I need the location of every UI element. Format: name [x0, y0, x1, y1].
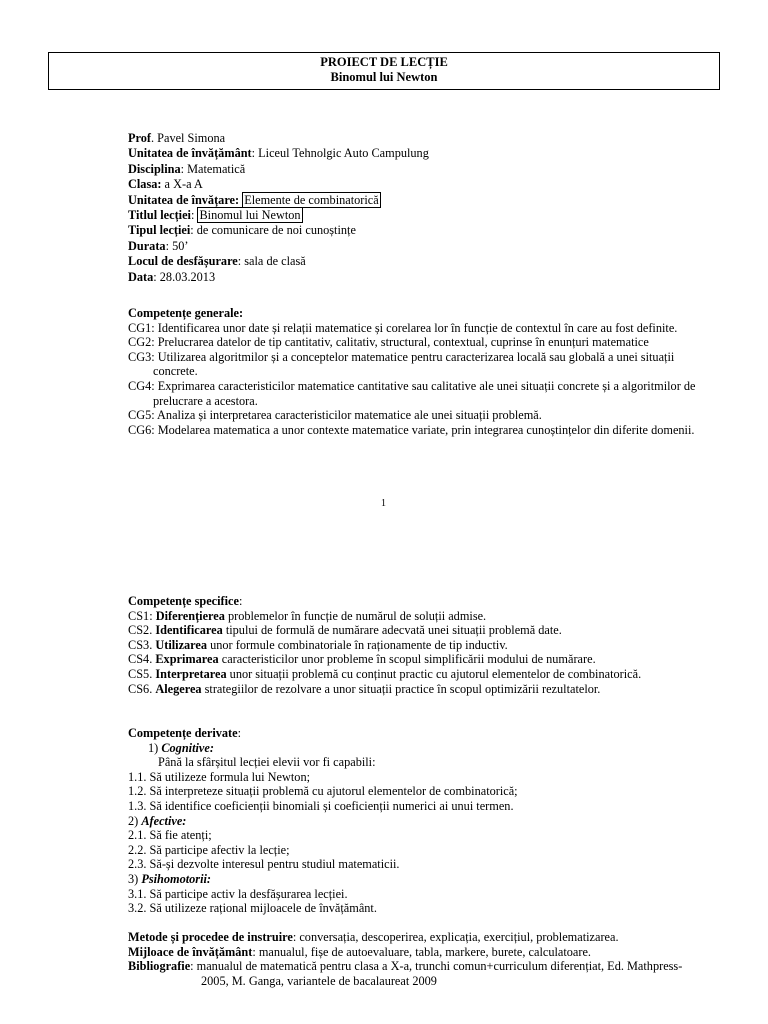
- general-competences: [128, 306, 713, 437]
- derived-heading: Competențe derivate:: [128, 726, 242, 740]
- methods-block: [128, 930, 728, 988]
- meta-unit: Unitatea de învățământ: Liceul Tehnolgic Auto Campulung: [128, 146, 429, 161]
- cognitive-heading: 1) Cognitive:: [148, 740, 214, 755]
- cs-item: CS5. Interpretarea unor situații problemă cu conținut practic cu ajutorul elementelor de combinatorică.: [128, 666, 642, 681]
- means-row: Mijloace de învățământ: manualul, fișe de autoevaluare, tabla, markere, burete, calculatoare.: [128, 944, 592, 959]
- objective-item: 2.2. Să participe afectiv la lecție;: [128, 842, 290, 857]
- lesson-title-box: Binomul lui Newton: [199, 208, 301, 223]
- cg-item: CG5: Analiza și interpretarea caracteristicilor matematice ale unei situații problemă.: [128, 408, 542, 423]
- meta-duration: Durata: 50’: [128, 238, 189, 253]
- objective-item: 2.1. Să fie atenți;: [128, 828, 212, 843]
- objective-item: 1.2. Să interpreteze situații problemă cu ajutorul elementelor de combinatorică;: [128, 784, 518, 799]
- cs-item: CS3. Utilizarea unor formule combinatoriale în raționamente de tip inductiv.: [128, 637, 508, 652]
- title-box: [48, 52, 720, 90]
- lesson-subtitle: Binomul lui Newton: [330, 69, 438, 84]
- cs-item: CS2. Identificarea tipului de formulă de numărare adecvată unei situații problemă date.: [128, 623, 562, 638]
- general-heading: Competențe generale:: [128, 306, 244, 320]
- meta-prof: Prof. Pavel Simona: [128, 131, 226, 145]
- cg-item: CG4: Exprimarea caracteristicilor matematice cantitative sau calitative ale unei situații concrete și a algoritmilor de prelucrare a acestora.: [128, 378, 696, 408]
- cg-item: CG2: Prelucrarea datelor de tip cantitativ, calitativ, structural, contextual, cuprinse în enunțuri matematice: [128, 335, 649, 350]
- bibliography-row-cont: 2005, M. Ganga, variantele de bacalaureat 2009: [201, 973, 437, 988]
- psychomotor-heading: 3) Psihomotorii:: [128, 871, 212, 886]
- objective-item: 1.1. Să utilizeze formula lui Newton;: [128, 769, 311, 784]
- meta-date: Data: 28.03.2013: [128, 269, 216, 284]
- meta-class: Clasa: a X-a A: [128, 177, 203, 192]
- derived-competences: [128, 726, 713, 916]
- objective-item: 3.1. Să participe activ la desfășurarea lecției.: [128, 886, 348, 901]
- learning-unit-box: Elemente de combinatorică: [244, 192, 379, 207]
- cs-item: CS6. Alegerea strategiilor de rezolvare a unor situații practice în scopul optimizării rezultatelor.: [128, 681, 601, 696]
- cs-item: CS4. Exprimarea caracteristicilor unor probleme în scopul simplificării modului de numărare.: [128, 652, 596, 667]
- cognitive-intro: Până la sfârșitul lecției elevii vor fi capabili:: [158, 755, 376, 770]
- meta-place: Locul de desfășurare: sala de clasă: [128, 254, 306, 269]
- bibliography-row: Bibliografie: manualul de matematică pentru clasa a X-a, trunchi comun+curriculum diferențiat, Ed. Mathpress-: [128, 959, 683, 974]
- objective-item: 3.2. Să utilizeze rațional mijloacele de învățământ.: [128, 901, 377, 916]
- specific-heading: Competențe specifice:: [128, 594, 243, 608]
- affective-heading: 2) Afective:: [128, 813, 187, 828]
- meta-discipline: Disciplina: Matematică: [128, 161, 246, 176]
- cg-item: CG6: Modelarea matematica a unor contexte matematice variate, prin integrarea cunoștințelor din diferite domenii.: [128, 422, 695, 437]
- specific-competences: [128, 594, 713, 696]
- objective-item: 2.3. Să-și dezvolte interesul pentru studiul matematicii.: [128, 857, 400, 872]
- page-number: 1: [381, 498, 386, 509]
- lesson-meta: [128, 131, 728, 285]
- methods-row: Metode și procedee de instruire: conversația, descoperirea, explicația, exercițiul, problematizarea.: [128, 930, 619, 944]
- cg-item: CG1: Identificarea unor date și relații matematice și corelarea lor în funcție de contextul în care au fost definite.: [128, 320, 678, 335]
- meta-learning-unit: Unitatea de învățare: Elemente de combinatorică: [128, 192, 379, 207]
- objective-item: 1.3. Să identifice coeficienții binomiali și coeficienții numerici ai unui termen.: [128, 798, 514, 813]
- document-title: PROIECT DE LECȚIE: [320, 55, 448, 69]
- cs-item: CS1: Diferențierea problemelor în funcție de numărul de soluții admise.: [128, 608, 487, 623]
- meta-lesson-type: Tipul lecției: de comunicare de noi cunoștințe: [128, 223, 356, 238]
- cg-item: CG3: Utilizarea algoritmilor și a conceptelor matematice pentru caracterizarea locală sau globală a unei situații concrete.: [128, 349, 675, 379]
- meta-lesson-title: Titlul lecției: Binomul lui Newton: [128, 208, 301, 223]
